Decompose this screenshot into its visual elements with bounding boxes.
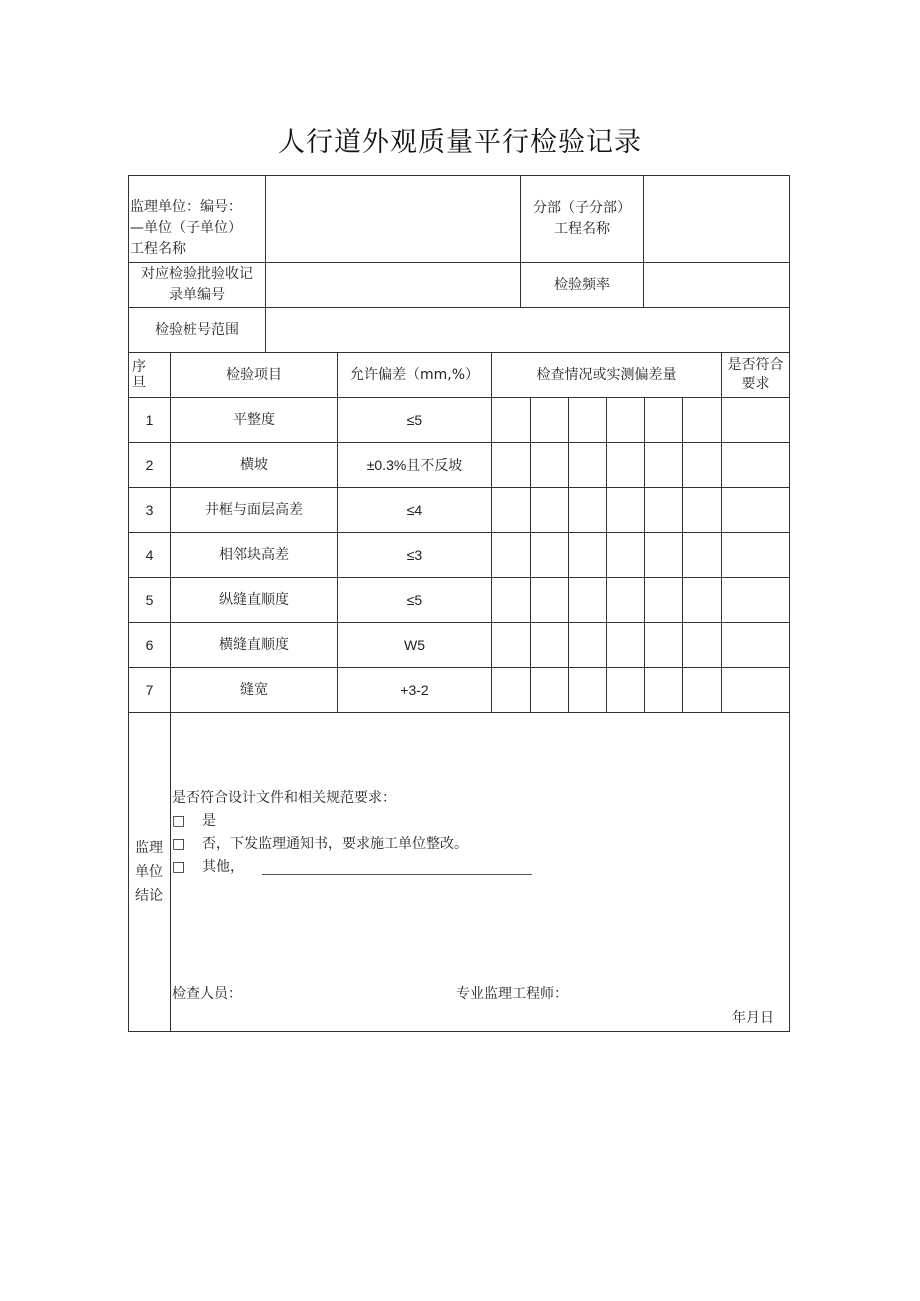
col-tolerance-header: 允许偏差（mm,%） — [349, 366, 480, 383]
row-6-item: 横缝直顺度 — [219, 636, 289, 653]
row-2-item: 横坡 — [240, 456, 268, 473]
sub-project-line-1: 分部（子分部） — [533, 200, 631, 216]
row-4-item: 相邻块高差 — [219, 546, 289, 563]
col-conform-header — [722, 353, 789, 397]
option-no-label: 否，下发监理通知书，要求施工单位整改。 — [202, 836, 468, 852]
row-7-seq: 7 — [145, 681, 154, 698]
engineer-label: 专业监理工程师： — [456, 986, 568, 1002]
conclusion-question: 是否符合设计文件和相关规范要求： — [172, 790, 396, 806]
col-seq-header — [129, 353, 149, 397]
supervisor-unit-line-1: 监理单位：编号： — [130, 199, 242, 215]
supervisor-unit-label — [130, 197, 264, 263]
sub-project-line-2: 工程名称 — [554, 221, 610, 237]
station-range-label: 检验桩号范围 — [155, 321, 239, 338]
row-1-seq: 1 — [145, 411, 154, 428]
batch-record-label — [129, 263, 265, 307]
sub-project-label — [521, 176, 643, 262]
date-label: 年月日 — [732, 1010, 774, 1026]
option-yes-label: 是 — [202, 813, 216, 829]
batch-record-line-2: 录单编号 — [169, 287, 225, 303]
conclusion-label-line-2: 单位 — [135, 864, 163, 880]
other-blank-line[interactable] — [262, 860, 532, 875]
checkbox-other[interactable]: □ — [172, 859, 186, 875]
option-other-label: 其他， — [202, 859, 244, 875]
row-1-item: 平整度 — [233, 411, 275, 428]
row-2-tolerance: ±0.3%且不反坡 — [366, 456, 463, 473]
row-5-tolerance: ≤5 — [406, 591, 423, 608]
row-3-seq: 3 — [145, 501, 154, 518]
col-seq-line-1: 序 — [132, 359, 146, 375]
checkbox-yes[interactable]: □ — [172, 813, 186, 829]
checkbox-no[interactable]: □ — [172, 836, 186, 852]
conclusion-label-line-1: 监理 — [135, 840, 163, 856]
row-7-tolerance: +3-2 — [400, 681, 429, 698]
page-title: 人行道外观质量平行检验记录 — [278, 127, 642, 158]
row-5-item: 纵缝直顺度 — [219, 591, 289, 608]
row-6-seq: 6 — [145, 636, 154, 653]
row-7-item: 缝宽 — [240, 681, 268, 698]
row-2-seq: 2 — [145, 456, 154, 473]
supervisor-unit-value[interactable] — [266, 176, 520, 262]
frequency-label: 检验频率 — [554, 276, 610, 293]
row-5-seq: 5 — [145, 591, 154, 608]
batch-record-value[interactable] — [266, 263, 520, 307]
option-no[interactable] — [172, 833, 468, 856]
row-4-seq: 4 — [145, 546, 154, 563]
inspector-label: 检查人员： — [172, 986, 242, 1002]
supervisor-unit-line-3: 工程名称 — [130, 241, 186, 257]
col-conform-line-1: 是否符合 — [727, 357, 784, 373]
inspection-form — [128, 175, 790, 1032]
option-yes[interactable] — [172, 810, 216, 833]
col-measured-header: 检查情况或实测偏差量 — [536, 366, 677, 383]
option-other[interactable] — [172, 856, 532, 879]
batch-record-line-1: 对应检验批验收记 — [141, 266, 253, 282]
row-1-tolerance: ≤5 — [406, 411, 423, 428]
row-3-item: 井框与面层高差 — [205, 501, 303, 518]
station-range-value[interactable] — [266, 308, 789, 352]
supervisor-unit-line-2: —单位（子单位） — [130, 220, 242, 236]
conclusion-label-line-3: 结论 — [135, 888, 163, 904]
row-4-tolerance: ≤3 — [406, 546, 423, 563]
frequency-value[interactable] — [644, 263, 789, 307]
col-item-header: 检验项目 — [226, 366, 282, 383]
sub-project-value[interactable] — [644, 176, 789, 262]
col-conform-line-2: 要求 — [741, 376, 770, 392]
conclusion-label — [128, 836, 170, 908]
row-6-tolerance: W5 — [404, 636, 425, 653]
row-3-tolerance: ≤4 — [406, 501, 423, 518]
col-seq-line-2: 旦 — [132, 375, 146, 391]
